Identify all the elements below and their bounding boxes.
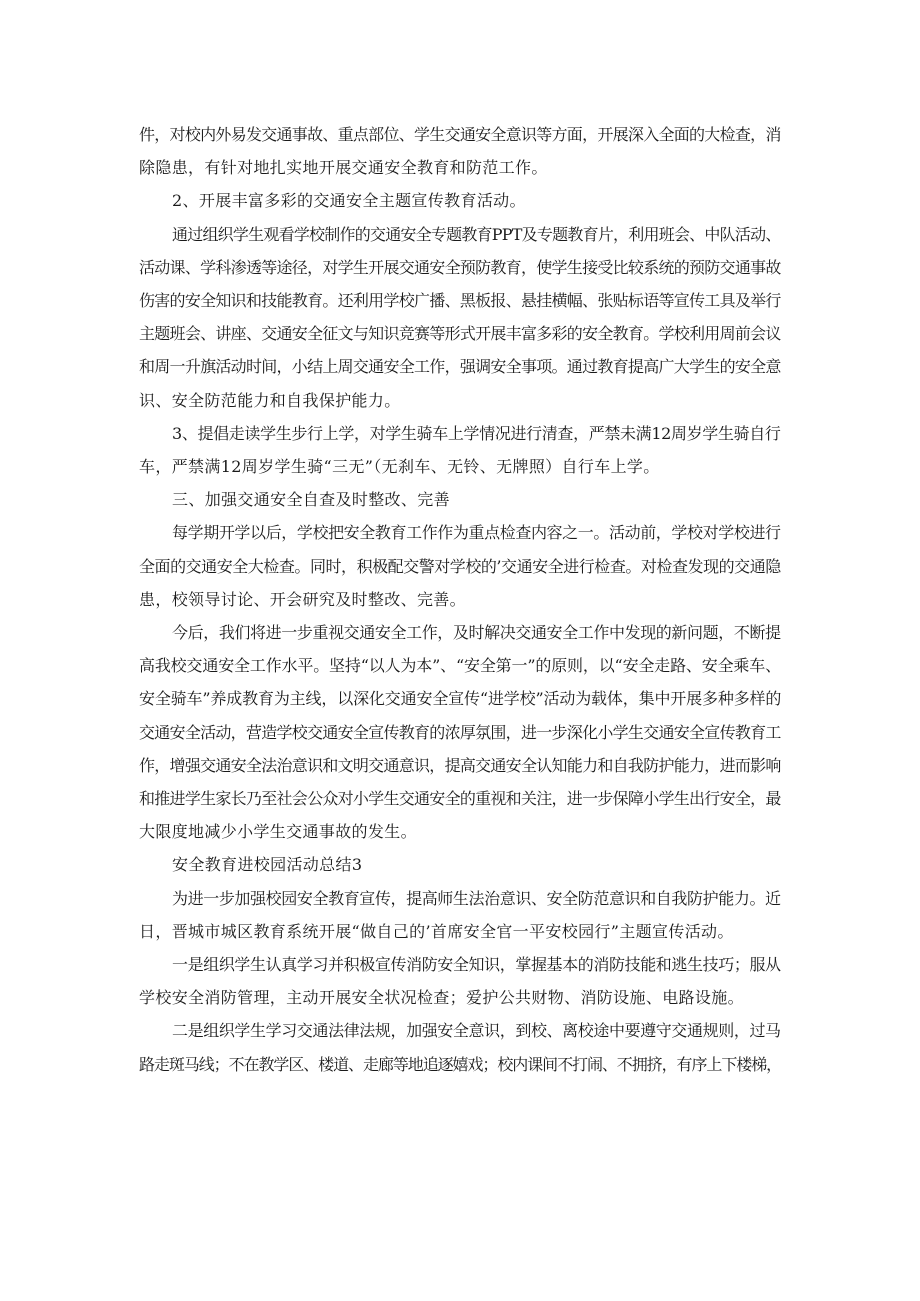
text-line: 全面的交通安全大检查。同时，积极配交警对学校的’交通安全进行检查。对检查发现的交通隐 xyxy=(139,556,781,576)
text-line: 高我校交通安全工作水平。坚持“以人为本”、“安全第一”的原则，以“安全走路、安全乘车、 xyxy=(139,656,781,676)
text-line: 车，严禁满12周岁学生骑“三无”（无刹车、无铃、无牌照）自行车上学。 xyxy=(139,457,660,477)
text-line: 主题班会、讲座、交通安全征文与知识竞赛等形式开展丰富多彩的安全教育。学校利用周前会议 xyxy=(139,324,781,344)
text-line: 通过组织学生观看学校制作的交通安全专题教育PPT及专题教育片，利用班会、中队活动、 xyxy=(172,224,781,244)
text-line: 活动课、学科渗透等途径，对学生开展交通安全预防教育，使学生接受比较系统的预防交通事故 xyxy=(139,257,781,277)
text-line: 作，增强交通安全法治意识和文明交通意识，提高交通安全认知能力和自我防护能力，进而影响 xyxy=(139,755,781,775)
text-line: 今后，我们将进一步重视交通安全工作，及时解决交通安全工作中发现的新问题，不断提 xyxy=(172,623,781,643)
text-line: 和推进学生家长乃至社会公众对小学生交通安全的重视和关注，进一步保障小学生出行安全，最 xyxy=(139,789,781,809)
text-line: 为进一步加强校园安全教育宣传，提高师生法治意识、安全防范意识和自我防护能力。近 xyxy=(172,888,781,908)
text-line: 伤害的安全知识和技能教育。还利用学校广播、黑板报、悬挂横幅、张贴标语等宣传工具及举行 xyxy=(139,291,781,311)
text-line: 三、加强交通安全自查及时整改、完善 xyxy=(172,490,450,510)
text-line: 患，校领导讨论、开会研究及时整改、完善。 xyxy=(139,589,467,609)
text-line: 一是组织学生认真学习并积极宣传消防安全知识，掌握基本的消防技能和逃生技巧；服从 xyxy=(172,955,781,975)
text-line: 二是组织学生学习交通法律法规，加强安全意识，到校、离校途中要遵守交通规则，过马 xyxy=(172,1021,781,1041)
text-line: 3、提倡走读学生步行上学，对学生骑车上学情况进行清查，严禁未满12周岁学生骑自行 xyxy=(172,423,781,443)
text-line: 安全骑车”养成教育为主线，以深化交通安全宣传“进学校”活动为载体，集中开展多种多样的 xyxy=(139,689,782,709)
text-line: 2、开展丰富多彩的交通安全主题宣传教育活动。 xyxy=(172,191,526,211)
text-line: 大限度地减少小学生交通事故的发生。 xyxy=(139,822,417,842)
text-line: 件，对校内外易发交通事故、重点部位、学生交通安全意识等方面，开展深入全面的大检查，消 xyxy=(139,125,781,144)
text-line: 路走斑马线；不在教学区、楼道、走廊等地追逐嬉戏；校内课间不打闹、不拥挤，有序上下楼梯， xyxy=(139,1054,782,1074)
text-line: 学校安全消防管理，主动开展安全状况检查；爱护公共财物、消防设施、电路设施。 xyxy=(139,988,744,1008)
text-line: 和周一升旗活动时间，小结上周交通安全工作，强调安全事项。通过教育提高广大学生的安全意 xyxy=(139,357,781,377)
document-body xyxy=(139,118,781,1081)
text-line: 除隐患，有针对地扎实地开展交通安全教育和防范工作。 xyxy=(139,158,548,178)
text-line: 交通安全活动，营造学校交通安全宣传教育的浓厚氛围，进一步深化小学生交通安全宣传教育工 xyxy=(139,722,781,742)
text-line: 每学期开学以后，学校把安全教育工作作为重点检查内容之一。活动前，学校对学校进行 xyxy=(172,523,781,543)
text-line: 识、安全防范能力和自我保护能力。 xyxy=(139,390,401,410)
text-line: 日，晋城市城区教育系统开展“做自己的’首席安全官一平安校园行”主题宣传活动。 xyxy=(139,921,734,941)
text-line: 安全教育进校园活动总结3 xyxy=(172,855,363,875)
